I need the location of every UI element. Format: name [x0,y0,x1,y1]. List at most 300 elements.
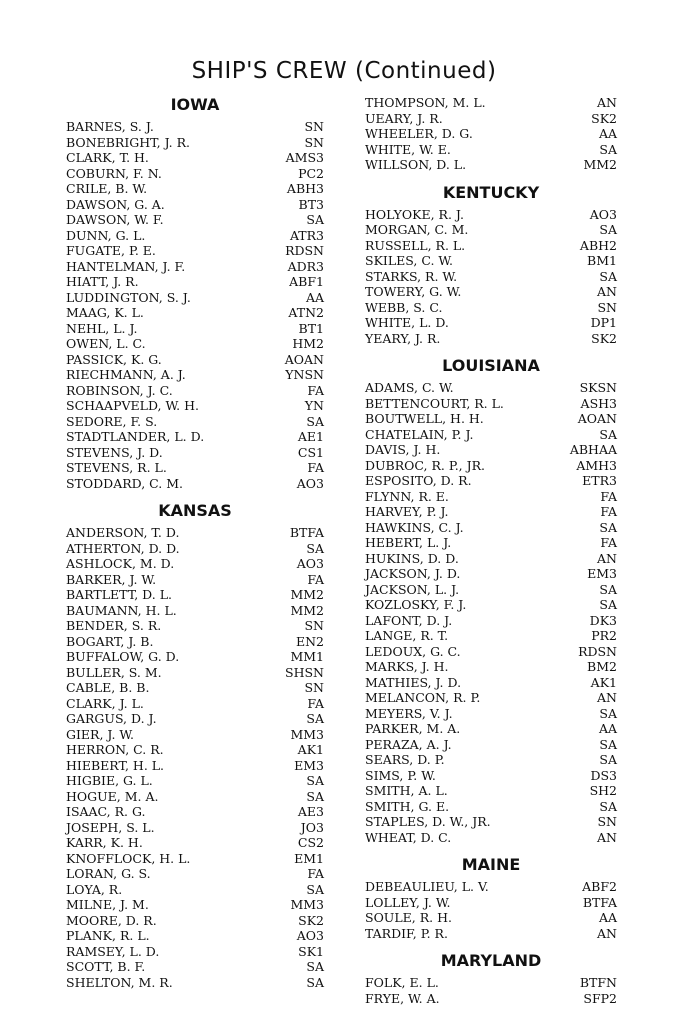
crew-name: SCHAAPVELD, W. H. [66,398,199,413]
crew-rate: MM1 [290,649,324,664]
crew-name: WEBB, S. C. [365,299,443,315]
crew-rate: SA [599,597,617,612]
crew-entry [66,274,324,290]
crew-rate: SA [306,212,324,227]
crew-entry [66,290,324,306]
crew-rate: SA [306,773,324,788]
crew-rate: EM3 [294,757,324,773]
crew-rate: MM3 [290,726,324,742]
crew-entry [66,789,324,805]
crew-rate: PC2 [298,165,324,181]
crew-name: YEARY, J. R. [365,330,441,346]
crew-rate: BTFA [582,894,617,910]
crew-rate: ABH3 [286,181,324,196]
crew-entry [66,166,324,182]
crew-rate: AE3 [297,804,324,819]
crew-entry [365,991,617,1007]
crew-entry [365,157,617,173]
crew-name: SKILES, C. W. [365,253,454,268]
crew-name: WHEELER, D. G. [365,126,473,141]
crew-name: SCOTT, B. F. [66,959,146,974]
left-column [66,95,324,990]
crew-entry [365,489,617,505]
crew-rate: AO3 [296,556,324,571]
crew-entry [365,628,617,644]
crew-entry [66,959,324,975]
crew-rate: SN [597,814,617,829]
crew-name: LANGE, R. T. [365,628,449,643]
crew-name: FOLK, E. L. [365,975,439,990]
crew-name: STODDARD, C. M. [66,475,183,491]
crew-name: SOULE, R. H. [365,910,452,925]
crew-name: BETTENCOURT, R. L. [365,395,504,411]
crew-entry [66,603,324,619]
crew-entry [66,711,324,727]
crew-entry [365,706,617,722]
crew-entry [365,690,617,706]
crew-name: KOZLOSKY, F. J. [365,597,467,612]
crew-rate: SK2 [298,912,324,928]
crew-name: TARDIF, P. R. [365,925,448,941]
crew-rate: SA [306,711,324,726]
crew-rate: FA [307,571,324,587]
crew-rate: EN2 [295,633,324,649]
crew-rate: AO3 [589,206,617,222]
crew-rate: SN [304,119,324,134]
crew-rate: SHSN [285,664,324,680]
crew-name: SEDORE, F. S. [66,413,158,429]
crew-rate: AN [597,550,617,566]
crew-name: HIEBERT, H. L. [66,757,165,773]
crew-rate: ABHAA [569,442,617,457]
crew-name: HIATT, J. R. [66,274,139,289]
crew-rate: FA [307,866,324,881]
crew-entry [365,411,617,427]
crew-name: HANTELMAN, J. F. [66,258,186,274]
crew-rate: MM3 [290,897,324,912]
crew-rate: SK1 [298,943,324,959]
crew-name: NEHL, L. J. [66,320,138,336]
crew-entry [66,212,324,228]
crew-name: BULLER, S. M. [66,664,162,680]
crew-rate: AA [598,721,617,736]
crew-entry [66,305,324,321]
state-section [365,951,617,1006]
crew-entry [66,649,324,665]
crew-entry [365,269,617,285]
crew-name: LOYA, R. [66,881,123,897]
crew-entry [66,119,324,135]
crew-name: WHITE, L. D. [365,315,449,330]
crew-entry [365,910,617,926]
crew-rate: SA [599,736,617,752]
crew-name: CLARK, J. L. [66,695,144,711]
crew-entry [66,336,324,352]
crew-entry [365,253,617,269]
crew-rate: AN [597,95,617,110]
crew-rate: AO3 [296,475,324,491]
crew-name: RIECHMANN, A. J. [66,367,186,382]
crew-rate: FA [307,695,324,711]
crew-entry [365,895,617,911]
crew-rate: AN [597,690,617,705]
crew-entry [66,460,324,476]
crew-rate: FA [307,460,324,475]
crew-name: ASHLOCK, M. D. [66,556,175,571]
crew-entry [365,768,617,784]
crew-entry [365,597,617,613]
crew-name: SIMS, P. W. [365,767,436,783]
state-section [365,95,617,173]
crew-rate: BM2 [587,659,617,674]
crew-name: ISAAC, R. G. [66,804,146,819]
crew-name: BARKER, J. W. [66,571,157,587]
crew-entry [66,398,324,414]
crew-entry [365,566,617,582]
crew-name: WILLSON, D. L. [365,157,467,172]
crew-name: OWEN, L. C. [66,336,146,351]
crew-entry [66,228,324,244]
crew-name: CABLE, B. B. [66,680,150,695]
crew-name: BOGART, J. B. [66,633,154,649]
crew-rate: AMS3 [285,150,324,165]
crew-name: DEBEAULIEU, L. V. [365,879,489,894]
crew-rate: AN [597,829,617,845]
crew-name: CLARK, T. H. [66,150,149,165]
crew-entry [66,572,324,588]
crew-name: HOLYOKE, R. J. [365,206,464,222]
crew-name: JACKSON, J. D. [365,566,461,581]
crew-entry [66,897,324,913]
crew-rate: ADR3 [287,258,324,274]
crew-entry [365,315,617,331]
crew-entry [365,721,617,737]
crew-name: LOLLEY, J. W. [365,894,451,910]
state-section [365,183,617,347]
crew-rate: SKSN [579,380,617,395]
crew-name: STAPLES, D. W., JR. [365,814,491,829]
crew-rate: SN [304,680,324,695]
crew-name: LEDOUX, G. C. [365,643,461,659]
state-section [365,855,617,941]
crew-rate: SA [599,705,617,721]
crew-rate: FA [600,504,617,519]
crew-entry [66,851,324,867]
crew-entry [66,913,324,929]
crew-entry [365,799,617,815]
crew-entry [365,644,617,660]
crew-name: HIGBIE, G. L. [66,773,153,788]
crew-name: MEYERS, V. J. [365,705,453,721]
crew-rate: DP1 [590,315,617,330]
crew-rate: SFP2 [583,990,617,1006]
crew-entry [66,476,324,492]
crew-rate: HM2 [292,336,324,351]
crew-name: HUKINS, D. D. [365,550,459,566]
crew-entry [365,427,617,443]
crew-entry [66,150,324,166]
crew-rate: FA [600,488,617,504]
crew-rate: BT1 [298,320,324,336]
crew-entry [365,504,617,520]
crew-rate: FA [307,382,324,398]
crew-rate: AO3 [296,928,324,943]
crew-entry [365,535,617,551]
crew-name: STEVENS, R. L. [66,460,167,475]
crew-entry [66,259,324,275]
crew-rate: DK3 [589,612,617,628]
crew-name: MORGAN, C. M. [365,222,469,237]
crew-entry [66,321,324,337]
crew-entry [365,142,617,158]
crew-name: RUSSELL, R. L. [365,237,466,253]
crew-rate: ASH3 [580,395,617,411]
crew-rate: SA [599,752,617,767]
crew-name: KARR, K. H. [66,835,143,850]
crew-rate: SA [306,788,324,804]
crew-entry [66,618,324,634]
crew-entry [66,665,324,681]
crew-rate: SA [599,426,617,442]
crew-entry [66,773,324,789]
crew-entry [66,696,324,712]
crew-rate: SN [304,134,324,150]
crew-rate: SA [306,959,324,974]
crew-rate: AA [598,910,617,925]
crew-name: PARKER, M. A. [365,721,461,736]
crew-rate: MM2 [290,602,324,618]
crew-rate: SA [306,413,324,429]
crew-entry [365,331,617,347]
crew-entry [66,429,324,445]
crew-name: TOWERY, G. W. [365,284,462,299]
crew-rate: JO3 [300,819,324,835]
crew-name: GARGUS, D. J. [66,711,157,726]
crew-entry [365,207,617,223]
crew-rate: SA [599,519,617,535]
crew-name: DUBROC, R. P., JR. [365,457,486,473]
crew-name: BAUMANN, H. L. [66,602,177,618]
crew-name: JACKSON, L. J. [365,581,460,597]
crew-rate: BM1 [587,253,617,268]
state-heading: MAINE [461,855,521,874]
crew-rate: SA [599,141,617,157]
crew-name: DAVIS, J. H. [365,442,441,457]
state-section [66,501,324,990]
crew-name: MATHIES, J. D. [365,674,462,690]
crew-name: GIER, J. W. [66,726,135,742]
crew-rate: SH2 [589,783,617,798]
crew-name: SEARS, D. P. [365,752,445,767]
crew-entry [66,680,324,696]
crew-name: SHELTON, M. R. [66,974,173,990]
crew-name: MOORE, D. R. [66,912,157,928]
crew-name: BUFFALOW, G. D. [66,649,180,664]
crew-entry [365,300,617,316]
crew-entry [365,95,617,111]
crew-name: MILNE, J. M. [66,897,149,912]
crew-rate: AN [597,284,617,299]
crew-entry [365,783,617,799]
crew-name: ADAMS, C. W. [365,380,454,395]
state-section [66,95,324,491]
crew-rate: SA [306,974,324,990]
crew-name: SMITH, G. E. [365,798,450,814]
crew-name: CRILE, B. W. [66,181,148,196]
crew-name: BOUTWELL, H. H. [365,411,484,426]
crew-name: STADTLANDER, L. D. [66,429,205,444]
state-heading: MARYLAND [440,951,542,970]
crew-rate: AA [598,126,617,141]
crew-rate: RDSN [578,643,617,659]
crew-entry [365,222,617,238]
crew-name: PASSICK, K. G. [66,351,162,367]
crew-rate: SK2 [591,330,617,346]
crew-name: ROBINSON, J. C. [66,382,173,398]
crew-entry [66,525,324,541]
crew-rate: SA [306,540,324,556]
crew-entry [365,582,617,598]
crew-entry [365,551,617,567]
crew-rate: DS3 [590,767,617,783]
crew-entry [66,975,324,991]
crew-entry [365,752,617,768]
crew-name: DAWSON, W. F. [66,212,164,227]
crew-entry [365,675,617,691]
crew-rate: SK2 [591,110,617,126]
crew-entry [365,126,617,142]
crew-rate: BTFA [289,525,324,540]
crew-name: HERRON, C. R. [66,742,164,757]
crew-name: RAMSEY, L. D. [66,943,160,959]
crew-name: LORAN, G. S. [66,866,151,881]
crew-name: MELANCON, R. P. [365,690,481,705]
crew-rate: AK1 [297,742,324,757]
crew-name: STARKS, R. W. [365,268,458,284]
crew-name: KNOFFLOCK, H. L. [66,850,191,866]
crew-name: FUGATE, P. E. [66,243,156,258]
crew-entry [66,804,324,820]
crew-rate: ATN2 [288,305,324,320]
crew-entry [365,926,617,942]
crew-name: HAWKINS, C. J. [365,519,464,535]
crew-entry [66,352,324,368]
crew-entry [66,367,324,383]
crew-rate: ABF2 [582,879,617,894]
crew-entry [66,587,324,603]
crew-rate: EM3 [587,566,617,581]
crew-rate: SA [599,581,617,597]
crew-entry [66,928,324,944]
crew-name: FLYNN, R. E. [365,488,449,504]
crew-name: LAFONT, D. J. [365,612,453,628]
crew-entry [66,556,324,572]
crew-rate: SN [304,618,324,633]
crew-name: MAAG, K. L. [66,305,144,320]
crew-name: HOGUE, M. A. [66,788,159,804]
crew-entry [365,396,617,412]
crew-name: ATHERTON, D. D. [66,540,180,556]
crew-name: PERAZA, A. J. [365,736,452,752]
crew-name: BARNES, S. J. [66,119,154,134]
crew-entry [365,613,617,629]
crew-rate: CS2 [297,835,324,850]
crew-rate: AOAN [284,351,324,367]
crew-entry [365,737,617,753]
state-heading: KENTUCKY [442,182,540,202]
page-title: SHIP'S CREW (Continued) [191,58,497,84]
crew-entry [66,634,324,650]
crew-name: BENDER, S. R. [66,618,162,633]
crew-entry [66,835,324,851]
crew-rate: FA [600,535,617,550]
crew-entry [365,442,617,458]
crew-entry [365,659,617,675]
crew-rate: BTFN [579,975,617,990]
crew-entry [66,944,324,960]
crew-rate: ABF1 [289,274,324,289]
crew-rate: ATR3 [289,227,324,243]
crew-name: PLANK, R. L. [66,928,150,943]
crew-rate: SN [597,299,617,315]
crew-entry [66,383,324,399]
crew-rate: AE1 [297,429,324,444]
crew-name: DUNN, G. L. [66,227,146,243]
crew-rate: CS1 [297,444,324,460]
crew-rate: SA [599,222,617,237]
crew-rate: YNSN [285,367,324,382]
crew-name: ESPOSITO, D. R. [365,473,472,488]
crew-name: STEVENS, J. D. [66,444,163,460]
crew-rate: SA [306,881,324,897]
state-section [365,356,617,845]
right-column [365,95,617,1006]
crew-entry [365,111,617,127]
crew-entry [66,243,324,259]
crew-entry [66,135,324,151]
crew-name: JOSEPH, S. L. [66,819,155,835]
crew-entry [365,458,617,474]
crew-name: UEARY, J. R. [365,110,443,126]
crew-entry [365,380,617,396]
crew-entry [66,742,324,758]
crew-entry [365,975,617,991]
crew-name: COBURN, F. N. [66,165,162,181]
crew-name: WHITE, W. E. [365,141,451,157]
crew-rate: MM2 [290,587,324,602]
crew-entry [66,181,324,197]
crew-name: WHEAT, D. C. [365,829,452,845]
crew-rate: AA [305,289,324,305]
state-heading: KANSAS [158,501,232,520]
crew-rate: SA [599,268,617,284]
crew-entry [66,197,324,213]
crew-rate: SA [599,798,617,814]
crew-name: HEBERT, L. J. [365,535,452,550]
crew-rate: AN [597,925,617,941]
crew-name: DAWSON, G. A. [66,196,165,212]
crew-rate: AMH3 [576,457,617,473]
crew-entry [66,882,324,898]
crew-name: FRYE, W. A. [365,990,440,1006]
crew-rate: PR2 [591,628,617,643]
crew-entry [66,541,324,557]
crew-entry [66,414,324,430]
crew-name: BONEBRIGHT, J. R. [66,134,190,150]
crew-name: SMITH, A. L. [365,783,448,798]
crew-rate: MM2 [583,157,617,172]
crew-entry [66,866,324,882]
